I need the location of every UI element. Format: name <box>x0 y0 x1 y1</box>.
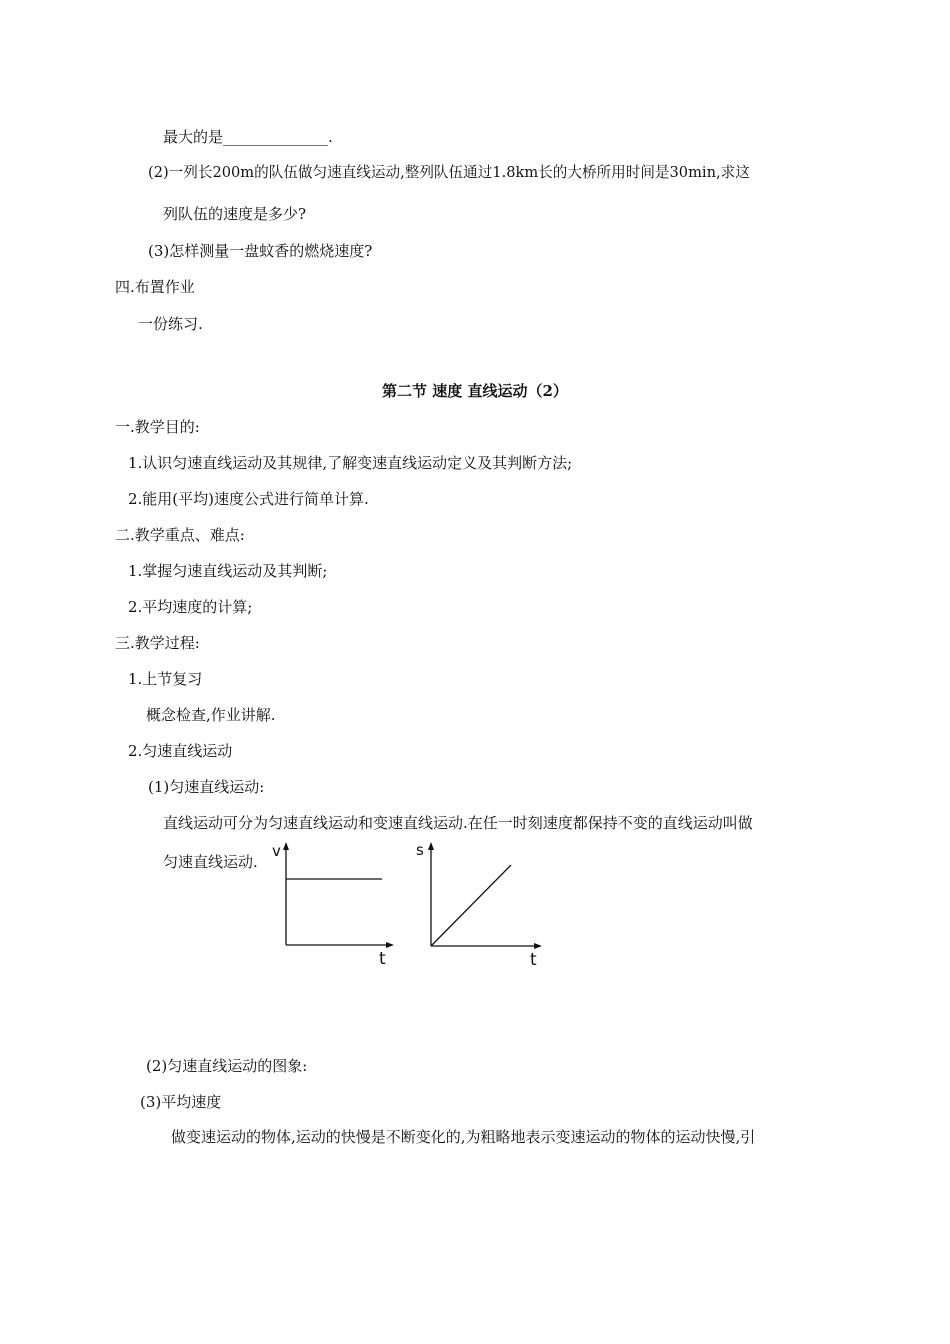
section-heading: 二.教学重点、难点: <box>115 526 245 544</box>
text-line: (2)匀速直线运动的图象: <box>146 1057 308 1075</box>
text-line: 概念检查,作业讲解. <box>146 706 276 724</box>
t-axis-arrow <box>534 943 542 949</box>
s-axis-arrow <box>428 842 434 850</box>
t-axis-arrow <box>386 942 394 948</box>
velocity-time-graph <box>270 840 400 970</box>
text-line: 1.认识匀速直线运动及其规律,了解变速直线运动定义及其判断方法; <box>128 454 573 472</box>
section-heading: 三.教学过程: <box>115 634 200 652</box>
text-line: 直线运动可分为匀速直线运动和变速直线运动.在任一时刻速度都保持不变的直线运动叫做 <box>163 814 753 832</box>
text-line: (1)匀速直线运动: <box>148 778 265 796</box>
displacement-time-graph <box>410 838 550 970</box>
text-line: (3)平均速度 <box>140 1093 222 1111</box>
text-line: (3)怎样测量一盘蚊香的燃烧速度? <box>148 242 373 260</box>
section-heading: 一.教学目的: <box>115 418 200 436</box>
page-title: 第二节 速度 直线运动（2） <box>382 382 568 400</box>
text-line: 匀速直线运动. <box>163 853 258 871</box>
text-line: 2.能用(平均)速度公式进行简单计算. <box>128 490 369 508</box>
s-axis-label: s <box>416 841 424 859</box>
text-line: 1.掌握匀速直线运动及其判断; <box>128 562 328 580</box>
text-line: 2.匀速直线运动 <box>128 742 233 760</box>
text-line: 一份练习. <box>138 315 203 333</box>
text-line: 1.上节复习 <box>128 670 203 688</box>
v-axis-label: v <box>272 842 281 860</box>
text-line: 2.平均速度的计算; <box>128 598 253 616</box>
t-axis-label: t <box>530 950 537 970</box>
t-axis-label: t <box>379 949 386 969</box>
text-line: 做变速运动的物体,运动的快慢是不断变化的,为粗略地表示变速运动的物体的运动快慢,引 <box>171 1128 756 1146</box>
linear-displacement-line <box>431 865 511 946</box>
section-heading: 四.布置作业 <box>115 278 195 296</box>
text-line: (2)一列长200m的队伍做匀速直线运动,整列队伍通过1.8km长的大桥所用时间是30min,求这 <box>148 164 750 181</box>
text-line: 最大的是______________. <box>163 128 333 146</box>
v-axis-arrow <box>283 842 289 850</box>
text-line: 列队伍的速度是多少? <box>163 205 307 223</box>
